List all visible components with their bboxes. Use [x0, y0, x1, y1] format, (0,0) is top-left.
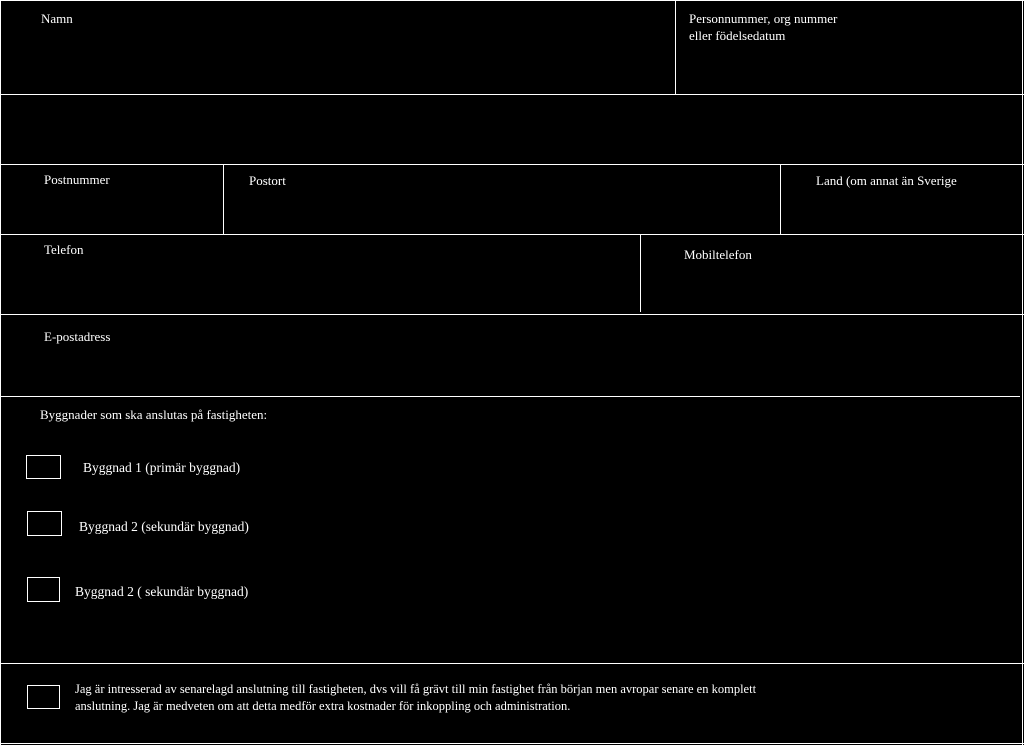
border-left	[0, 0, 1, 745]
building-2-label: Byggnad 2 (sekundär byggnad)	[79, 519, 249, 534]
postnummer-field[interactable]	[2, 166, 222, 233]
telefon-label: Telefon	[44, 242, 84, 257]
epost-label: E-postadress	[44, 329, 111, 344]
border-right	[1022, 0, 1023, 745]
buildings-heading: Byggnader som ska anslutas på fastigheten:	[40, 407, 268, 422]
name-label: Namn	[41, 11, 73, 26]
building-1-label: Byggnad 1 (primär byggnad)	[83, 460, 241, 475]
building-3-checkbox[interactable]	[27, 577, 60, 602]
personnummer-field[interactable]	[677, 1, 1021, 93]
divider-row-6	[0, 663, 1024, 664]
divider-row-3	[0, 234, 1024, 235]
divider-postnummer-postort	[223, 164, 224, 234]
telefon-field[interactable]	[2, 236, 639, 313]
postnummer-label: Postnummer	[44, 172, 110, 187]
divider-name-personnummer	[675, 0, 676, 94]
building-3-label: Byggnad 2 ( sekundär byggnad)	[75, 584, 249, 599]
land-field[interactable]	[782, 166, 1021, 233]
divider-telefon-mobil	[640, 234, 641, 312]
border-bottom	[0, 743, 1024, 744]
address-field[interactable]	[2, 96, 1021, 163]
mobiltelefon-field[interactable]	[642, 236, 1021, 313]
interest-checkbox[interactable]	[27, 685, 60, 709]
divider-postort-land	[780, 164, 781, 234]
building-2-checkbox[interactable]	[27, 511, 62, 536]
divider-row-1	[0, 94, 1024, 95]
postort-label: Postort	[249, 173, 286, 188]
building-1-checkbox[interactable]	[26, 455, 61, 479]
mobiltelefon-label: Mobiltelefon	[684, 247, 752, 262]
postort-field[interactable]	[225, 166, 779, 233]
divider-row-5	[0, 396, 1020, 397]
land-label: Land (om annat än Sverige	[816, 173, 957, 188]
epost-field[interactable]	[2, 316, 1021, 395]
divider-row-2	[0, 164, 1024, 165]
interest-label: Jag är intresserad av senarelagd anslutning till fastigheten, dvs vill få grävt till min fastighet från början men avropar senare en komplett anslutning. Jag är medveten om att detta medför extra kostnader för inkoppling och administration.	[75, 682, 757, 713]
divider-row-4	[0, 314, 1024, 315]
name-field[interactable]	[2, 1, 674, 93]
personnummer-label: Personnummer, org nummer eller födelsedatum	[689, 11, 838, 43]
